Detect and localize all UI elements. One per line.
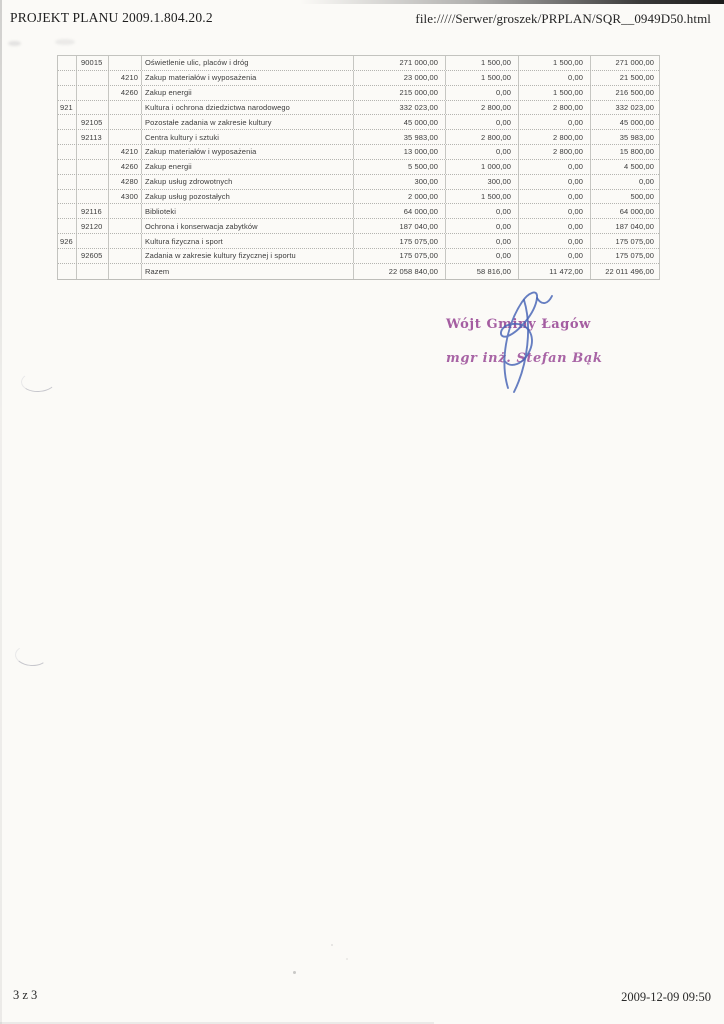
rozdzial-cell: 92113 [77,130,109,144]
table-row [58,115,659,130]
paragraf-cell: 4260 [109,160,142,174]
amount-cell: 11 472,00 [519,264,591,279]
amount-cell: 2 800,00 [519,145,591,159]
scan-artifact-arc [20,370,56,393]
amount-cell: 45 000,00 [619,117,654,127]
amount-cell: 1 500,00 [519,86,591,100]
scan-edge-shadow-left [0,0,2,1024]
dzial-cell [58,71,77,85]
table-row [58,204,659,219]
task-name-cell: Biblioteki [142,204,354,218]
amount-cell: 0,00 [519,115,591,129]
amount-cell: 2 800,00 [519,130,591,144]
dzial-cell [58,130,77,144]
amount-cell: 64 000,00 [354,204,446,218]
amount-cell: 1 500,00 [519,56,591,70]
paragraf-cell: 4260 [109,86,142,100]
scan-speck [293,971,296,974]
dzial-cell [58,86,77,100]
paragraf-cell [109,56,142,70]
paragraf-cell [109,264,142,279]
table-row [58,101,659,116]
table-row [58,130,659,145]
amount-cell: 0,00 [446,86,519,100]
paragraf-cell [109,130,142,144]
signature-scribble [480,286,572,398]
amount-cell: 64 000,00 [619,206,654,216]
amount-cell: 0,00 [519,190,591,204]
task-name-cell: Kultura i ochrona dziedzictwa narodowego [142,101,354,115]
task-name-cell: Pozostałe zadania w zakresie kultury [142,115,354,129]
paragraf-cell [109,204,142,218]
amount-cell: 300,00 [446,175,519,189]
amount-cell: 2 000,00 [354,190,446,204]
table-row [58,190,659,205]
amount-cell: 5 500,00 [354,160,446,174]
amount-cell: 300,00 [354,175,446,189]
scan-edge-shadow-top [300,0,724,4]
dzial-cell [58,160,77,174]
amount-cell: 0,00 [446,219,519,233]
task-name-cell: Zakup usług pozostałych [142,190,354,204]
amount-cell: 271 000,00 [615,58,654,68]
rozdzial-cell [77,101,109,115]
rozdzial-cell: 90015 [77,56,109,70]
dzial-cell [58,264,77,279]
paragraf-cell [109,234,142,248]
amount-cell: 0,00 [446,204,519,218]
rozdzial-cell: 92116 [77,204,109,218]
amount-cell: 0,00 [519,219,591,233]
task-name-cell: Zakup energii [142,160,354,174]
task-name-cell: Zakup usług zdrowotnych [142,175,354,189]
amount-cell: 0,00 [446,234,519,248]
table-row [58,56,659,71]
table-row [58,234,659,249]
table-row [58,86,659,101]
paragraf-cell [109,249,142,263]
amount-cell: 2 800,00 [446,130,519,144]
amount-cell: 1 500,00 [446,190,519,204]
amount-cell: 21 500,00 [619,73,654,83]
table-row [58,71,659,86]
amount-cell: 13 000,00 [354,145,446,159]
amount-cell: 175 075,00 [354,234,446,248]
amount-cell: 35 983,00 [619,132,654,142]
amount-cell: 271 000,00 [354,56,446,70]
amount-cell: 187 040,00 [615,221,654,231]
scan-speck [346,958,348,960]
amount-cell: 1 500,00 [446,56,519,70]
amount-cell: 332 023,00 [354,101,446,115]
rozdzial-cell [77,264,109,279]
paragraf-cell [109,219,142,233]
paragraf-cell: 4300 [109,190,142,204]
rozdzial-cell [77,160,109,174]
amount-cell: 0,00 [446,249,519,263]
amount-cell: 0,00 [519,71,591,85]
scan-smudge [55,39,75,45]
amount-cell: 35 983,00 [354,130,446,144]
paragraf-cell [109,115,142,129]
rozdzial-cell: 92605 [77,249,109,263]
rozdzial-cell [77,145,109,159]
paragraf-cell: 4280 [109,175,142,189]
stamp-name-line: mgr inż. Stefan Bąk [446,351,603,366]
rozdzial-cell [77,175,109,189]
dzial-cell: 921 [58,101,77,115]
budget-table [57,55,660,280]
amount-cell: 0,00 [519,204,591,218]
amount-cell: 22 058 840,00 [354,264,446,279]
dzial-cell: 926 [58,234,77,248]
dzial-cell [58,145,77,159]
scan-speck [331,944,333,946]
scan-artifact-arc [14,644,48,667]
document-file-url: file://///Serwer/groszek/PRPLAN/SQR__0949D50.html [415,11,711,26]
amount-cell: 500,00 [630,192,654,202]
dzial-cell [58,115,77,129]
task-name-cell: Ochrona i konserwacja zabytków [142,219,354,233]
task-name-cell: Zakup materiałów i wyposażenia [142,71,354,85]
amount-cell: 4 500,00 [624,162,654,172]
table-row [58,264,659,279]
rozdzial-cell [77,190,109,204]
table-row [58,249,659,264]
task-name-cell: Zakup energii [142,86,354,100]
amount-cell: 0,00 [519,160,591,174]
amount-cell: 215 000,00 [354,86,446,100]
amount-cell: 23 000,00 [354,71,446,85]
dzial-cell [58,175,77,189]
amount-cell: 0,00 [519,234,591,248]
amount-cell: 175 075,00 [615,236,654,246]
amount-cell: 2 800,00 [446,101,519,115]
dzial-cell [58,204,77,218]
amount-cell: 15 800,00 [619,147,654,157]
dzial-cell [58,219,77,233]
table-row [58,145,659,160]
stamp-title-line: Wójt Gminy Łagów [446,317,591,332]
amount-cell: 0,00 [446,145,519,159]
rozdzial-cell [77,71,109,85]
table-row [58,160,659,175]
table-row [58,219,659,234]
amount-cell: 0,00 [446,115,519,129]
amount-cell: 2 800,00 [519,101,591,115]
task-name-cell: Zakup materiałów i wyposażenia [142,145,354,159]
scan-smudge [8,41,21,46]
task-name-cell: Kultura fizyczna i sport [142,234,354,248]
rozdzial-cell: 92105 [77,115,109,129]
dzial-cell [58,190,77,204]
table-row [58,175,659,190]
print-timestamp: 2009-12-09 09:50 [621,990,711,1004]
page-number: 3 z 3 [13,988,38,1002]
dzial-cell [58,56,77,70]
amount-cell: 0,00 [639,177,654,187]
amount-cell: 187 040,00 [354,219,446,233]
amount-cell: 1 000,00 [446,160,519,174]
document-title: PROJEKT PLANU 2009.1.804.20.2 [10,10,213,25]
rozdzial-cell [77,86,109,100]
amount-cell: 175 075,00 [354,249,446,263]
paragraf-cell: 4210 [109,71,142,85]
amount-cell: 22 011 496,00 [605,266,654,276]
amount-cell: 0,00 [519,249,591,263]
amount-cell: 332 023,00 [615,102,654,112]
amount-cell: 58 816,00 [446,264,519,279]
task-name-cell: Centra kultury i sztuki [142,130,354,144]
rozdzial-cell: 92120 [77,219,109,233]
task-name-cell: Zadania w zakresie kultury fizycznej i sportu [142,249,354,263]
paragraf-cell: 4210 [109,145,142,159]
task-name-cell: Oświetlenie ulic, placów i dróg [142,56,354,70]
amount-cell: 175 075,00 [615,251,654,261]
dzial-cell [58,249,77,263]
amount-cell: 216 500,00 [615,88,654,98]
rozdzial-cell [77,234,109,248]
task-name-cell: Razem [142,264,354,279]
amount-cell: 1 500,00 [446,71,519,85]
amount-cell: 0,00 [519,175,591,189]
paragraf-cell [109,101,142,115]
amount-cell: 45 000,00 [354,115,446,129]
